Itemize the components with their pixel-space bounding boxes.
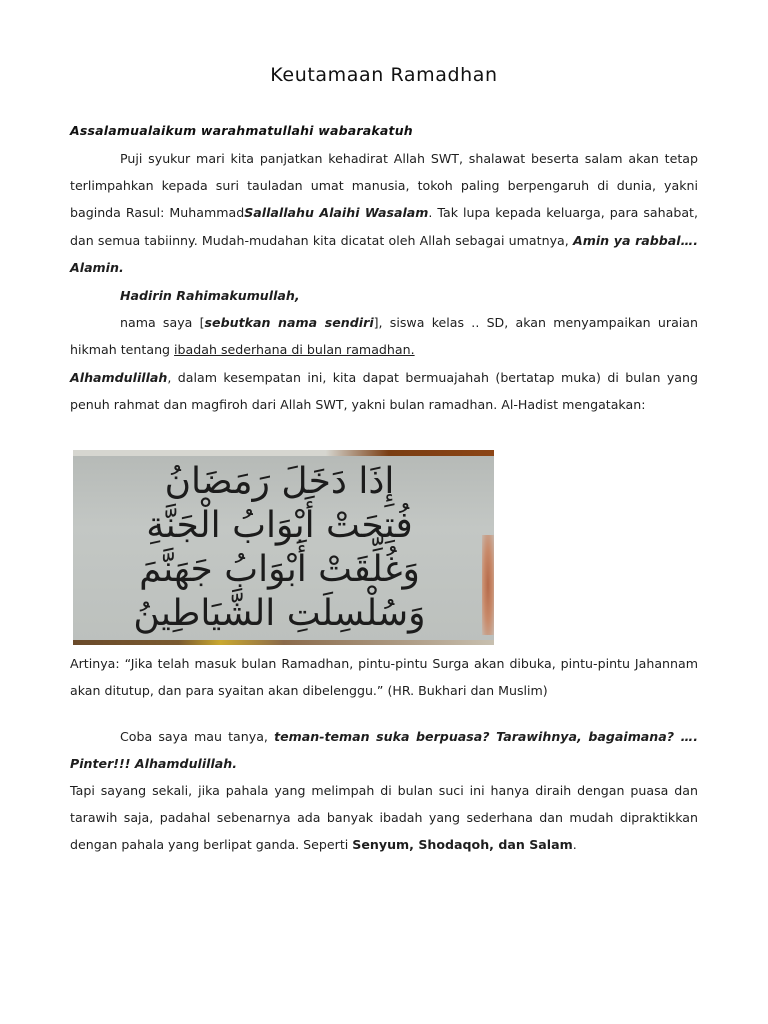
question-paragraph: [70, 723, 698, 777]
opening-text-continued: . Tak lupa kepada keluarga, para sahabat, dan semua tabiinny. Mudah-mudahan kita dicatat oleh Allah sebagai umatnya,: [70, 205, 698, 248]
hadith-image: [73, 450, 494, 645]
closing-period: .: [572, 837, 577, 853]
document-title: Keutamaan Ramadhan: [270, 64, 498, 86]
introduction-paragraph: [70, 309, 698, 363]
alhamdulillah-paragraph: [70, 364, 698, 418]
arabic-line-2: فُتِحَتْ أَبْوَابُ الْجَنَّةِ: [146, 505, 413, 546]
amin-emphasis: Amin ya rabbal…. Alamin.: [70, 232, 698, 275]
question-text: Coba saya mau tanya,: [120, 729, 275, 744]
salutation: Hadirin Rahimakumullah,: [120, 288, 300, 303]
arabic-line-3: وَغُلِّقَتْ أَبْوَابُ جَهَنَّمَ: [139, 549, 420, 590]
intro-text-continued: ], siswa kelas .. SD, akan menyampaikan uraian hikmah tentang: [70, 315, 698, 358]
name-placeholder: sebutkan nama sendiri: [204, 315, 374, 330]
question-emphasis: teman-teman suka berpuasa? Tarawihnya, bagaimana? …. Pinter!!! Alhamdulillah.: [70, 729, 698, 772]
image-top-edge: [73, 450, 494, 456]
image-bottom-edge: [73, 640, 494, 645]
intro-text: nama saya [: [120, 315, 205, 330]
translation-paragraph: Artinya: “Jika telah masuk bulan Ramadhan, pintu-pintu Surga akan dibuka, pintu-pintu Jahannam akan ditutup, dan para syaitan akan dibelenggu.” (HR. Bukhari dan Muslim): [70, 656, 698, 699]
closing-text: Tapi sayang sekali, jika pahala yang melimpah di bulan suci ini hanya diraih dengan puasa dan tarawih saja, padahal sebenarnya ada banyak ibadah yang sederhana dan mudah dipraktikkan dengan pahala yang berlipat ganda. Seperti: [70, 783, 698, 853]
alhamdulillah-text: , dalam kesempatan ini, kita dapat bermuajahah (bertatap muka) di bulan yang penuh rahmat dan magfiroh dari Allah SWT, yakni bulan ramadhan. Al-Hadist mengatakan:: [70, 370, 698, 413]
alhamdulillah-emphasis: Alhamdulillah: [70, 370, 168, 385]
hand-holding-paper: [482, 535, 494, 635]
arabic-line-1: إِذَا دَخَلَ رَمَضَانُ: [164, 461, 395, 502]
salawat-emphasis: Sallallahu Alaihi Wasalam: [244, 205, 429, 221]
opening-paragraph: [70, 145, 698, 281]
topic-underlined: ibadah sederhana di bulan ramadhan.: [174, 342, 415, 358]
arabic-line-4: وَسُلْسِلَتِ الشَّيَاطِينُ: [133, 593, 426, 634]
opening-greeting: Assalamualaikum warahmatullahi wabarakatuh: [70, 123, 413, 138]
closing-paragraph: [70, 777, 698, 859]
simple-deeds-emphasis: Senyum, Shodaqoh, dan Salam: [352, 837, 573, 853]
opening-text: Puji syukur mari kita panjatkan kehadirat Allah SWT, shalawat beserta salam akan tetap terlimpahkan kepada suri tauladan umat manusia, tokoh paling berpengaruh di dunia, yakni baginda Rasul: Muhammad: [70, 151, 698, 221]
